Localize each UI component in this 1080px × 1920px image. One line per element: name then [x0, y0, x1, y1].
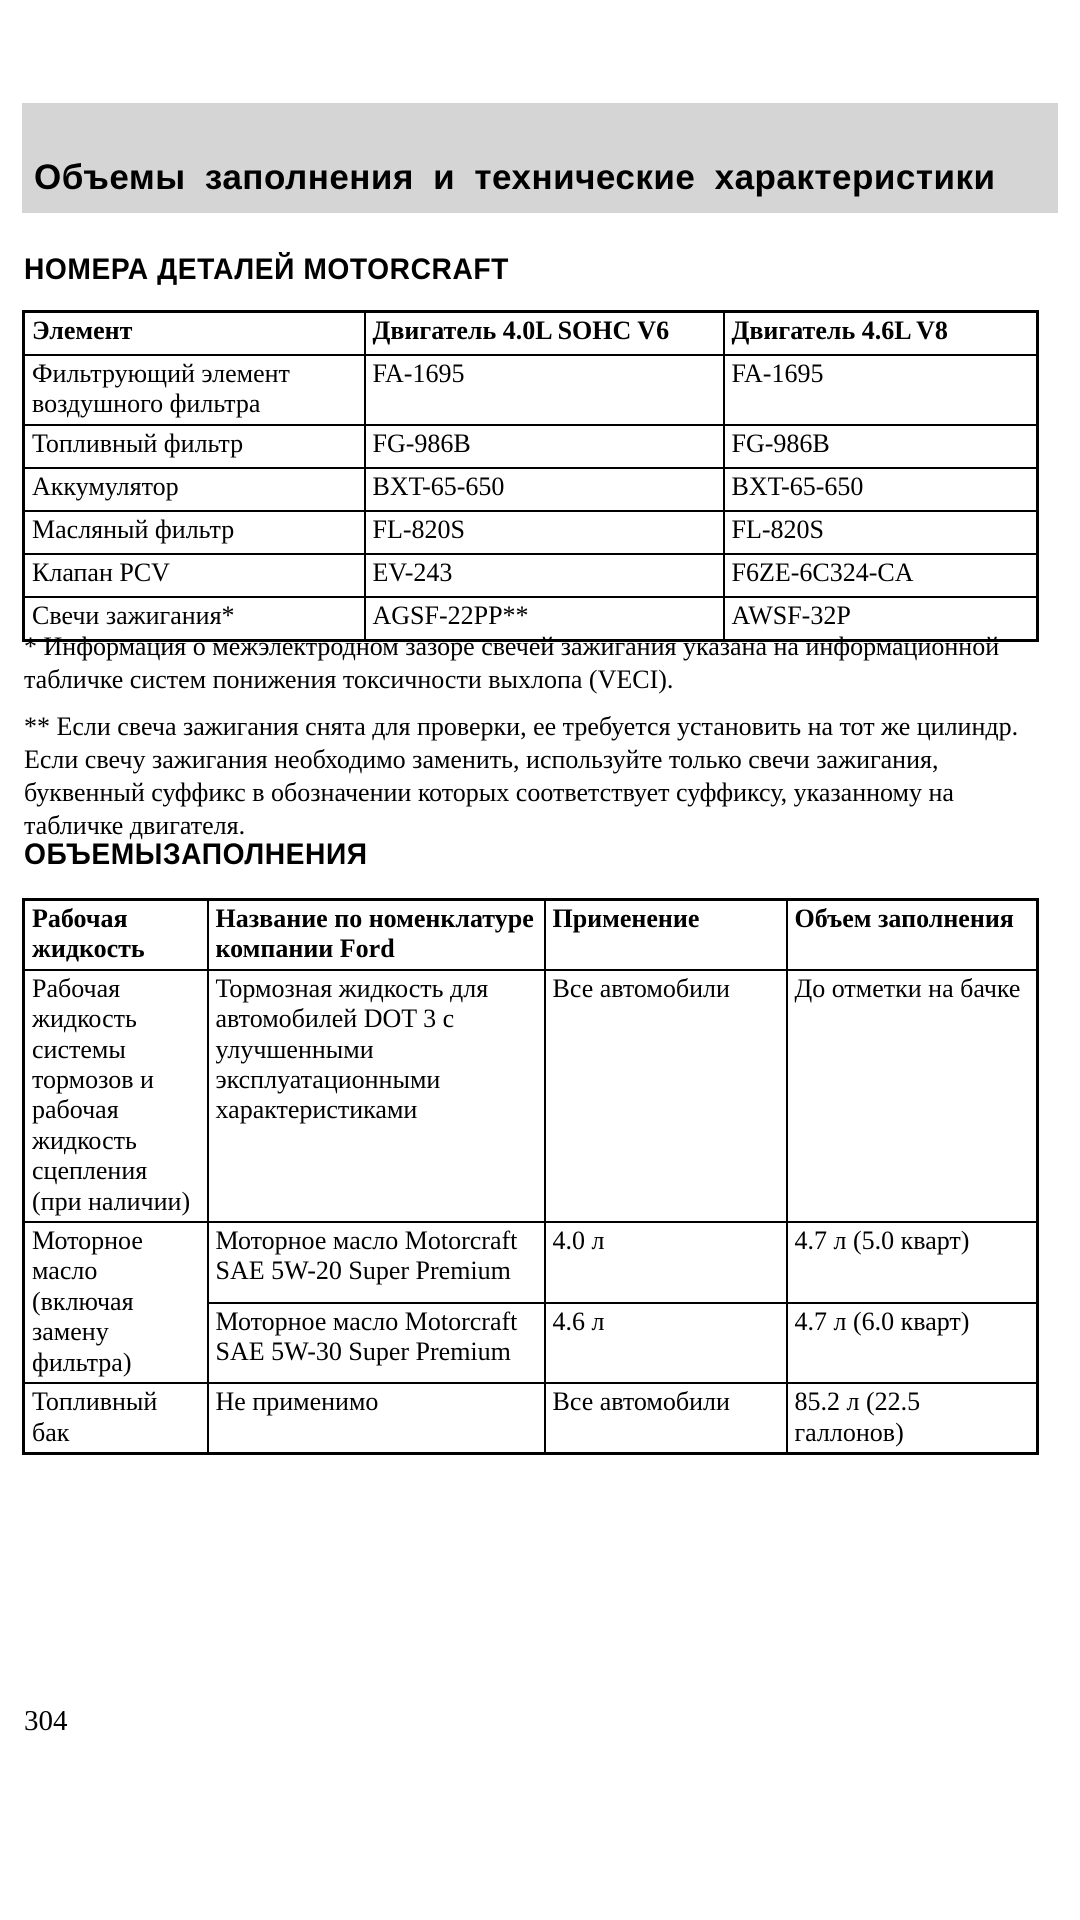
- column-header-engine-40: Двигатель 4.0L SOHC V6: [365, 312, 724, 356]
- cell-engine-40: FL-820S: [365, 511, 724, 554]
- table-header-row: [24, 900, 1038, 970]
- section-heading-parts: НОМЕРА ДЕТАЛЕЙ MOTORCRAFT: [24, 253, 509, 286]
- table-row: [24, 1383, 1038, 1453]
- footnote-double-asterisk: ** Если свеча зажигания снята для проверки, ее требуется установить на тот же цилиндр. Если свечу зажигания необходимо заменить, используйте только свечи зажигания, буквенный суффикс в обозначении которых соответствует суффиксу, указанному на табличке двигателя.: [24, 712, 1019, 841]
- section-heading-capacities: ОБЪЕМЫЗАПОЛНЕНИЯ: [24, 838, 368, 871]
- cell-fluid: Топливный бак: [24, 1383, 208, 1453]
- cell-engine-46: FA-1695: [724, 355, 1038, 425]
- cell-engine-40: EV-243: [365, 554, 724, 597]
- cell-ford-name: Не применимо: [208, 1383, 545, 1453]
- cell-item: Масляный фильтр: [24, 511, 365, 554]
- column-header-fluid: Рабочая жидкость: [24, 900, 208, 970]
- motorcraft-parts-table: [22, 310, 1039, 642]
- cell-application: Все автомобили: [545, 970, 787, 1222]
- cell-item: Топливный фильтр: [24, 425, 365, 468]
- cell-capacity: До отметки на бачке: [787, 970, 1038, 1222]
- column-header-capacity: Объем заполнения: [787, 900, 1038, 970]
- page-title: Объемы заполнения и технические характеристики: [34, 158, 996, 197]
- cell-ford-name: Моторное масло Motorcraft SAE 5W-20 Super Premium: [208, 1222, 545, 1303]
- cell-application: 4.6 л: [545, 1303, 787, 1384]
- table-header-row: [24, 312, 1038, 356]
- cell-engine-46: BXT-65-650: [724, 468, 1038, 511]
- cell-engine-46: AWSF-32P: [724, 597, 1038, 641]
- cell-ford-name: Тормозная жидкость для автомобилей DOT 3 с улучшенными эксплуатационными характеристиками: [208, 970, 545, 1222]
- column-header-ford-name: Название по номенклатуре компании Ford: [208, 900, 545, 970]
- cell-ford-name: Моторное масло Motorcraft SAE 5W-30 Super Premium: [208, 1303, 545, 1384]
- column-header-engine-46: Двигатель 4.6L V8: [724, 312, 1038, 356]
- table-row: [24, 1222, 1038, 1303]
- fill-capacities-table: [22, 898, 1039, 1455]
- cell-item: Фильтрующий элемент воздушного фильтра: [24, 355, 365, 425]
- cell-engine-40: FA-1695: [365, 355, 724, 425]
- table-row: [24, 355, 1038, 425]
- cell-capacity: 4.7 л (6.0 кварт): [787, 1303, 1038, 1384]
- column-header-item: Элемент: [24, 312, 365, 356]
- cell-fluid: Рабочая жидкость системы тормозов и рабочая жидкость сцепления (при наличии): [24, 970, 208, 1222]
- table-row: [24, 511, 1038, 554]
- cell-application: 4.0 л: [545, 1222, 787, 1303]
- footnote-single-asterisk: * Информация о межэлектродном зазоре свечей зажигания указана на информационной табличке систем понижения токсичности выхлопа (VECI).: [24, 632, 1000, 695]
- cell-engine-46: F6ZE-6C324-CA: [724, 554, 1038, 597]
- cell-item: Аккумулятор: [24, 468, 365, 511]
- page-number: 304: [24, 1705, 68, 1737]
- cell-engine-40: AGSF-22PP**: [365, 597, 724, 641]
- cell-engine-46: FL-820S: [724, 511, 1038, 554]
- cell-application: Все автомобили: [545, 1383, 787, 1453]
- page-banner: [22, 103, 1058, 213]
- column-header-application: Применение: [545, 900, 787, 970]
- table-row: [24, 425, 1038, 468]
- cell-engine-46: FG-986B: [724, 425, 1038, 468]
- cell-item: Клапан PCV: [24, 554, 365, 597]
- cell-engine-40: BXT-65-650: [365, 468, 724, 511]
- cell-capacity: 4.7 л (5.0 кварт): [787, 1222, 1038, 1303]
- cell-capacity: 85.2 л (22.5 галлонов): [787, 1383, 1038, 1453]
- table-row: [24, 468, 1038, 511]
- table-row: [24, 554, 1038, 597]
- table-row: [24, 970, 1038, 1222]
- cell-item: Свечи зажигания*: [24, 597, 365, 641]
- cell-engine-40: FG-986B: [365, 425, 724, 468]
- cell-fluid: Моторное масло (включая замену фильтра): [24, 1222, 208, 1383]
